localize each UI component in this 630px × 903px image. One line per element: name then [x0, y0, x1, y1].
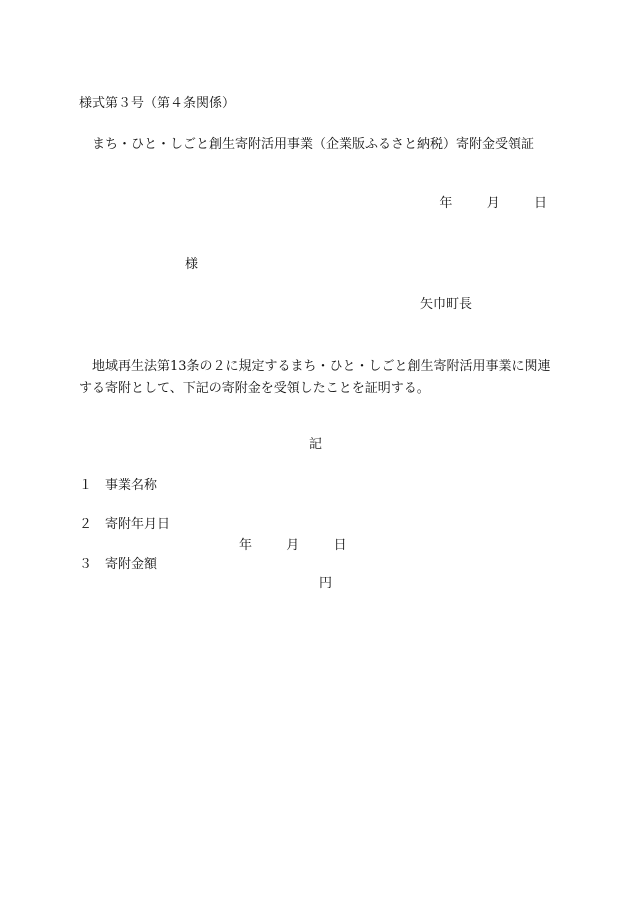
issue-month-label: 月	[486, 196, 500, 211]
item-label: 寄附年月日	[105, 517, 171, 532]
item-number: ３	[79, 557, 93, 572]
item-label: 寄附金額	[105, 557, 158, 572]
item-number: １	[79, 478, 93, 493]
item-number: ２	[79, 517, 93, 532]
addressee-suffix: 様	[185, 257, 199, 272]
issue-day-label: 日	[533, 196, 547, 211]
donation-year-label: 年	[239, 538, 253, 553]
issue-date	[439, 196, 547, 212]
item-label: 事業名称	[105, 478, 158, 493]
record-heading: 記	[309, 437, 323, 452]
donation-date-fields	[239, 538, 347, 554]
form-number: 様式第３号（第４条関係）	[79, 96, 236, 111]
certification-text: 地域再生法第13条の２に規定するまち・ひと・しごと創生寄附活用事業に関連する寄附として、下記の寄附金を受領したことを証明する。	[79, 359, 551, 396]
issuer-name: 矢巾町長	[420, 297, 473, 312]
item-project-name	[79, 478, 157, 494]
item-donation-amount	[79, 557, 157, 573]
donation-day-label: 日	[333, 538, 347, 553]
issue-year-label: 年	[439, 196, 453, 211]
document-title: まち・ひと・しごと創生寄附活用事業（企業版ふるさと納税）寄附金受領証	[92, 137, 535, 152]
donation-month-label: 月	[286, 538, 300, 553]
item-donation-date	[79, 517, 170, 533]
amount-unit: 円	[319, 576, 333, 591]
